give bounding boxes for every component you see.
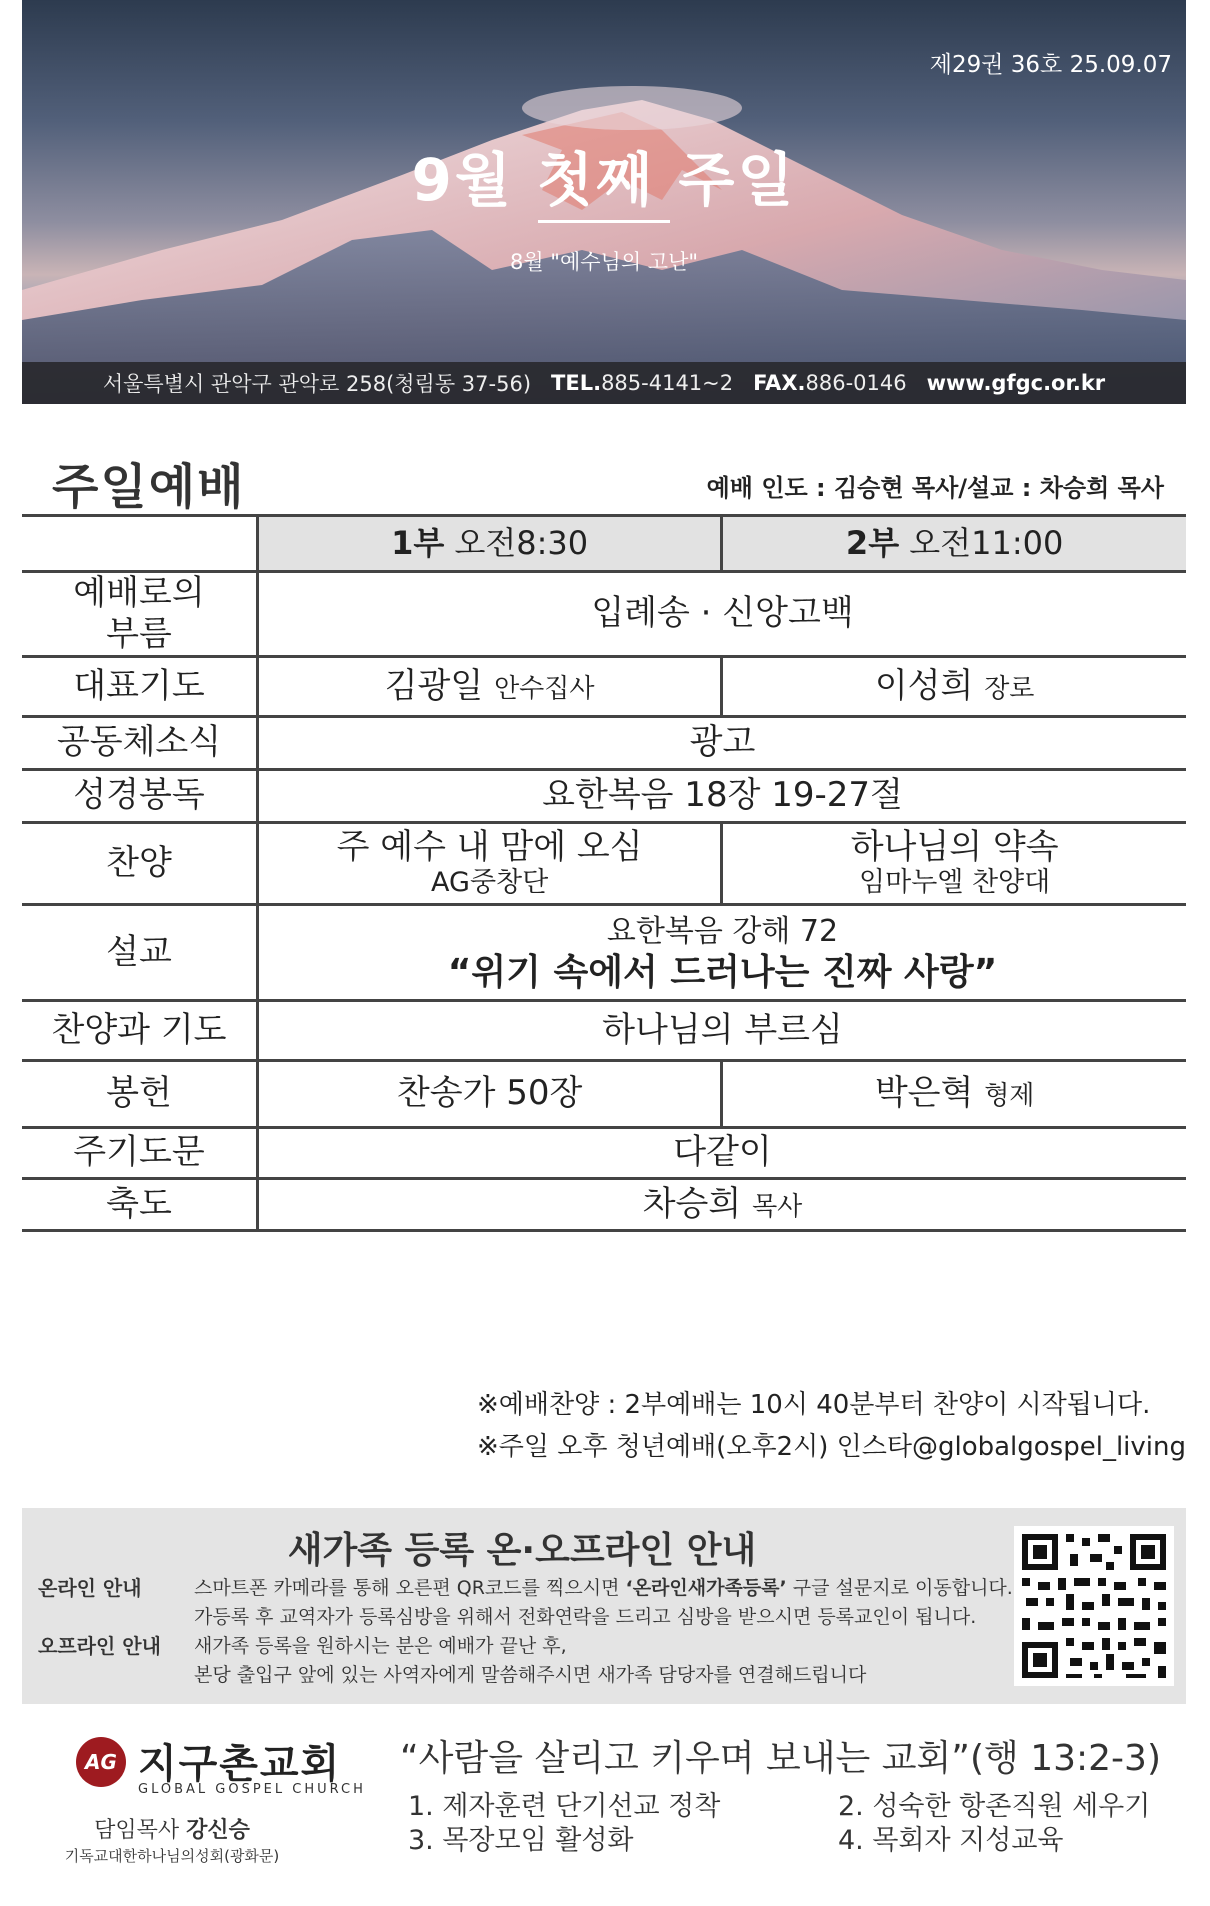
table-row-sermon (22, 904, 1186, 1000)
second-service-header: 2부 오전11:00 (722, 516, 1186, 572)
row-label: 대표기도 (22, 656, 258, 716)
telephone: TEL.885-4141~2 (551, 371, 734, 395)
row-label: 주기도문 (22, 1127, 258, 1178)
row-label: 설교 (22, 904, 258, 1000)
table-row-lords-prayer (22, 1127, 1186, 1178)
table-row-scripture (22, 769, 1186, 822)
row-value: 하나님의 부르심 (258, 1000, 1187, 1060)
row-label: 예배로의 부름 (22, 572, 258, 657)
service-notes (477, 1384, 1186, 1468)
contact-bar (22, 362, 1186, 404)
row-value-second: 이성희 장로 (722, 656, 1186, 716)
first-service-header: 1부 오전8:30 (258, 516, 722, 572)
table-row-announcements (22, 716, 1186, 769)
service-title: 주일예배 (52, 459, 246, 515)
row-label: 성경봉독 (22, 769, 258, 822)
registration-qr-code[interactable] (1014, 1526, 1174, 1686)
table-header-row (22, 516, 1186, 572)
row-value-second: 하나님의 약속 임마누엘 찬양대 (722, 822, 1186, 904)
header-banner (22, 0, 1186, 404)
issue-number: 제29권 36호 25.09.07 (929, 52, 1172, 78)
table-row-praise (22, 822, 1186, 904)
church-goals (408, 1790, 1168, 1858)
website-link[interactable]: www.gfgc.or.kr (926, 371, 1106, 395)
note-youth-service: ※주일 오후 청년예배(오후2시) 인스타@globalgospel_living (476, 1432, 1186, 1462)
row-value: 입례송 · 신앙고백 (258, 572, 1187, 657)
row-value-first: 주 예수 내 맘에 오심 AG중창단 (258, 822, 722, 904)
table-row-praise-prayer (22, 1000, 1186, 1060)
row-value: 요한복음 18장 19-27절 (258, 769, 1187, 822)
note-worship-praise: ※예배찬양 : 2부예배는 10시 40분부터 찬양이 시작됩니다. (476, 1390, 1151, 1420)
table-row-offering (22, 1060, 1186, 1127)
row-value: 광고 (258, 716, 1187, 769)
table-row-call-to-worship (22, 572, 1186, 657)
title-divider (538, 220, 670, 223)
row-value: 차승희 목사 (258, 1178, 1187, 1230)
monthly-theme: 8월 "예수님의 고난" (509, 250, 699, 274)
new-family-registration-panel: 새가족 등록 온·오프라인 안내 온라인 안내 스마트폰 카메라를 통해 오른편 QR코드를 찍으시면 ‘온라인새가족등록’ 구글 설문지로 이동합니다. 가등록 후 교역자가 등록심방을 위해서 전화연락을 드리고 심방을 받으시면 등록교인이 됩니다. 오프라인 안내 새가족 등록을 원하시는 분은 예배가 끝난 후, 본당 출입구 앞에 있는 사역자에게 말씀해주시면 새가족 담당자를 연결해드립니다 (22, 1508, 1186, 1704)
fax: FAX.886-0146 (753, 371, 907, 395)
bulletin-title: 9월 첫째 주일 (411, 146, 797, 214)
goal-item: 3. 목장모임 활성화 (408, 1825, 634, 1856)
row-label: 찬양과 기도 (22, 1000, 258, 1060)
church-address: 서울특별시 관악구 관악로 258(청림동 37-56) (102, 372, 532, 396)
table-row-prayer (22, 656, 1186, 716)
row-label: 축도 (22, 1178, 258, 1230)
service-order-table (22, 514, 1186, 1232)
table-row-benediction (22, 1178, 1186, 1230)
goal-item: 4. 목회자 지성교육 (838, 1825, 1064, 1856)
qr-code-icon (1014, 1526, 1174, 1686)
church-motto: “사람을 살리고 키우며 보내는 교회”(행 13:2-3) (400, 1738, 1161, 1779)
row-value: 다같이 (258, 1127, 1187, 1178)
service-leaders: 예배 인도 : 김승현 목사/설교 : 차승희 목사 (706, 474, 1164, 502)
row-value: 요한복음 강해 72 “위기 속에서 드러나는 진짜 사랑” (258, 904, 1187, 1000)
church-english-name: GLOBAL GOSPEL CHURCH (138, 1782, 366, 1797)
denomination: 기독교대한하나님의성회(광화문) (64, 1847, 280, 1865)
row-label: 공동체소식 (22, 716, 258, 769)
header-blank-cell (22, 516, 258, 572)
church-logo-icon: AG (76, 1737, 126, 1787)
row-label: 찬양 (22, 822, 258, 904)
row-value-second: 박은혁 형제 (722, 1060, 1186, 1127)
row-label: 봉헌 (22, 1060, 258, 1127)
row-value-first: 김광일 안수집사 (258, 656, 722, 716)
goal-item: 1. 제자훈련 단기선교 정착 (408, 1791, 721, 1822)
goal-item: 2. 성숙한 항존직원 세우기 (838, 1791, 1151, 1822)
row-value-first: 찬송가 50장 (258, 1060, 722, 1127)
online-registration-form-link[interactable]: ‘온라인새가족등록’ (625, 1577, 787, 1599)
registration-title: 새가족 등록 온·오프라인 안내 (287, 1530, 757, 1571)
offline-guide-label: 오프라인 안내 (38, 1634, 161, 1658)
church-name: 지구촌교회 (138, 1741, 342, 1787)
senior-pastor: 담임목사 강신승 (94, 1818, 250, 1843)
online-guide-label: 온라인 안내 (38, 1576, 142, 1600)
